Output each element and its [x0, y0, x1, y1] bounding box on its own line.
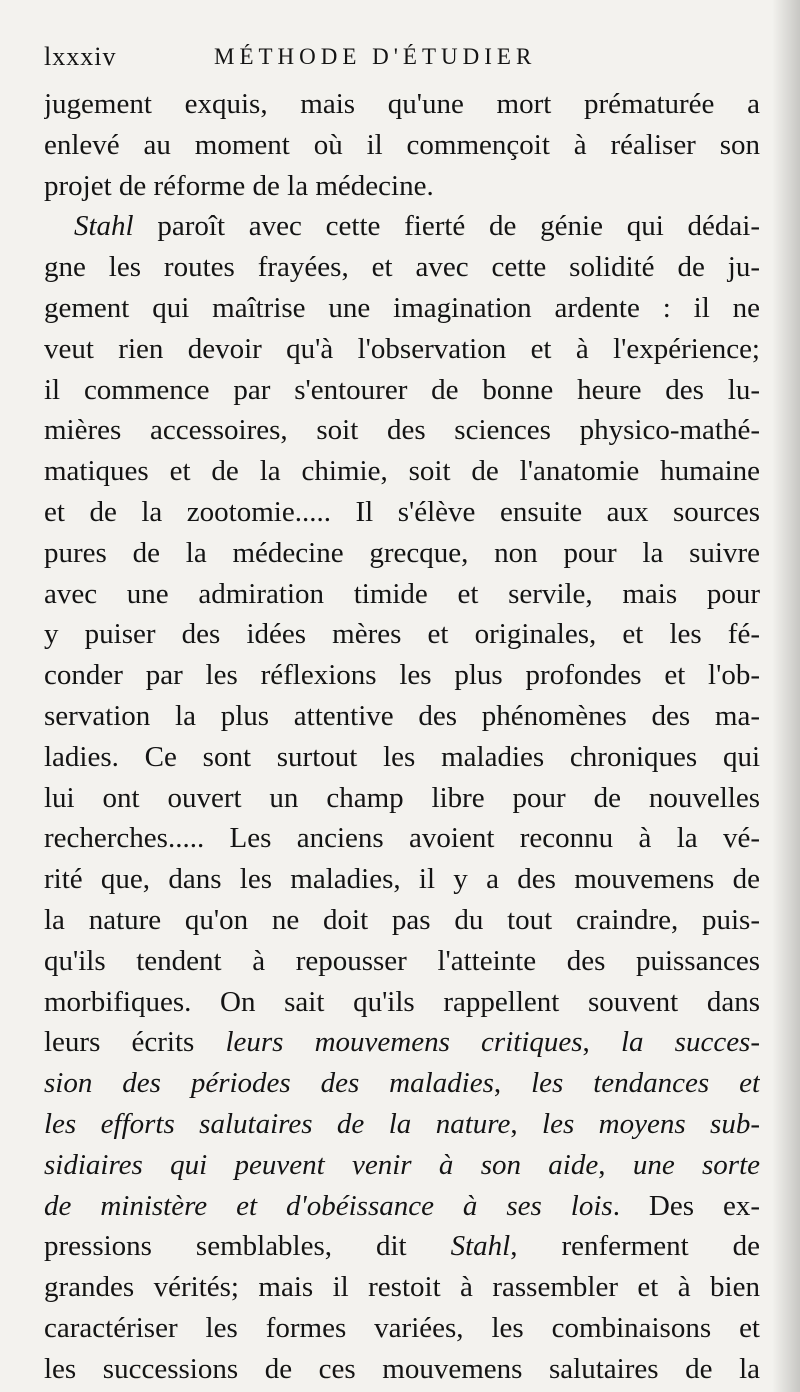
- text-segment: qu'ils tendent à repousser l'atteinte des puissances: [44, 944, 760, 977]
- text-segment: projet de réforme de la médecine.: [44, 169, 434, 202]
- text-line: [44, 1186, 760, 1227]
- text-line: [44, 818, 760, 859]
- text-line: [44, 1226, 760, 1267]
- text-line: [44, 1145, 760, 1186]
- text-line: [44, 574, 760, 615]
- text-segment: ladies. Ce sont surtout les maladies chroniques qui: [44, 740, 760, 773]
- text-segment: paroît avec cette fierté de génie qui dédai-: [133, 210, 760, 243]
- text-segment: pressions semblables, dit: [44, 1230, 451, 1263]
- text-segment: et de la zootomie..... Il s'élève ensuite aux sources: [44, 495, 760, 528]
- text-segment: morbifiques. On sait qu'ils rappellent souvent dans: [44, 985, 760, 1018]
- text-line: [44, 1022, 760, 1063]
- text-line: [44, 941, 760, 982]
- text-line: [44, 410, 760, 451]
- text-segment: ,: [510, 1107, 543, 1140]
- text-line: [44, 614, 760, 655]
- text-line: [44, 288, 760, 329]
- text-segment: lui ont ouvert un champ libre pour de nouvelles: [44, 781, 760, 814]
- text-segment: ,: [598, 1148, 633, 1181]
- text-segment: les successions de ces mouvemens salutaires de la: [44, 1352, 760, 1385]
- text-segment: caractériser les formes variées, les combinaisons et: [44, 1311, 760, 1344]
- text-line: [44, 166, 760, 207]
- text-line: [44, 900, 760, 941]
- italic-text: leurs mouvemens critiques: [225, 1026, 583, 1059]
- italic-text: les tendances et: [531, 1067, 760, 1100]
- italic-text: la succes-: [620, 1026, 760, 1059]
- italic-text: sion des périodes des maladies: [44, 1067, 494, 1100]
- text-line: [44, 1104, 760, 1145]
- text-segment: , renferment de: [510, 1230, 760, 1263]
- text-segment: grandes vérités; mais il restoit à rassembler et à bien: [44, 1271, 760, 1304]
- text-segment: . Des ex-: [612, 1189, 760, 1222]
- text-segment: pures de la médecine grecque, non pour la suivre: [44, 536, 760, 569]
- text-line: [44, 370, 760, 411]
- italic-text: Stahl: [74, 210, 134, 243]
- text-line: [44, 737, 760, 778]
- text-line: [44, 1063, 760, 1104]
- text-segment: mières accessoires, soit des sciences physico-mathé-: [44, 414, 760, 447]
- text-segment: leurs écrits: [44, 1026, 226, 1059]
- text-line: [44, 1267, 760, 1308]
- page-number: lxxxiv: [44, 42, 117, 71]
- text-segment: rité que, dans les maladies, il y a des mouvemens de: [44, 863, 760, 896]
- text-segment: la nature qu'on ne doit pas du tout craindre, puis-: [44, 903, 760, 936]
- text-segment: conder par les réflexions les plus profondes et l'ob-: [44, 659, 760, 692]
- text-segment: matiques et de la chimie, soit de l'anatomie humaine: [44, 455, 760, 488]
- text-segment: enlevé au moment où il commençoit à réaliser son: [44, 128, 760, 161]
- text-segment: recherches..... Les anciens avoient reconnu à la vé-: [44, 822, 760, 855]
- text-segment: ,: [493, 1067, 532, 1100]
- text-segment: servation la plus attentive des phénomènes des ma-: [44, 699, 760, 732]
- text-line: [44, 451, 760, 492]
- text-segment: gne les routes frayées, et avec cette solidité de ju-: [44, 251, 760, 284]
- text-line: [44, 859, 760, 900]
- text-line: [44, 329, 760, 370]
- text-line: [44, 206, 760, 247]
- italic-text: Stahl: [450, 1230, 511, 1263]
- text-line: [44, 84, 760, 125]
- text-line: [44, 696, 760, 737]
- text-segment: il commence par s'entourer de bonne heure des lu-: [44, 373, 760, 406]
- text-line: [44, 982, 760, 1023]
- text-segment: jugement exquis, mais qu'une mort prématurée a: [44, 88, 760, 120]
- running-title: MÉTHODE D'ÉTUDIER: [214, 44, 537, 69]
- text-line: [44, 533, 760, 574]
- italic-text: les moyens sub-: [542, 1107, 760, 1140]
- text-segment: ,: [582, 1026, 621, 1059]
- text-segment: gement qui maîtrise une imagination ardente : il ne: [44, 291, 760, 324]
- text-line: [44, 1349, 760, 1390]
- text-line: [44, 492, 760, 533]
- text-line: [44, 778, 760, 819]
- italic-text: de ministère et d'obéissance à ses lois: [44, 1189, 613, 1222]
- text-segment: avec une admiration timide et servile, mais pour: [44, 577, 760, 610]
- italic-text: sidiaires qui peuvent venir à son aide: [44, 1148, 599, 1181]
- running-head: [44, 42, 752, 76]
- text-line: [44, 655, 760, 696]
- text-line: [44, 125, 760, 166]
- text-line: [44, 1308, 760, 1349]
- italic-text: les efforts salutaires de la nature: [44, 1107, 511, 1140]
- text-segment: y puiser des idées mères et originales, et les fé-: [44, 618, 760, 651]
- text-segment: veut rien devoir qu'à l'observation et à l'expérience;: [44, 332, 760, 365]
- text-line: [44, 247, 760, 288]
- italic-text: une sorte: [632, 1148, 760, 1181]
- body-text: [44, 84, 760, 1390]
